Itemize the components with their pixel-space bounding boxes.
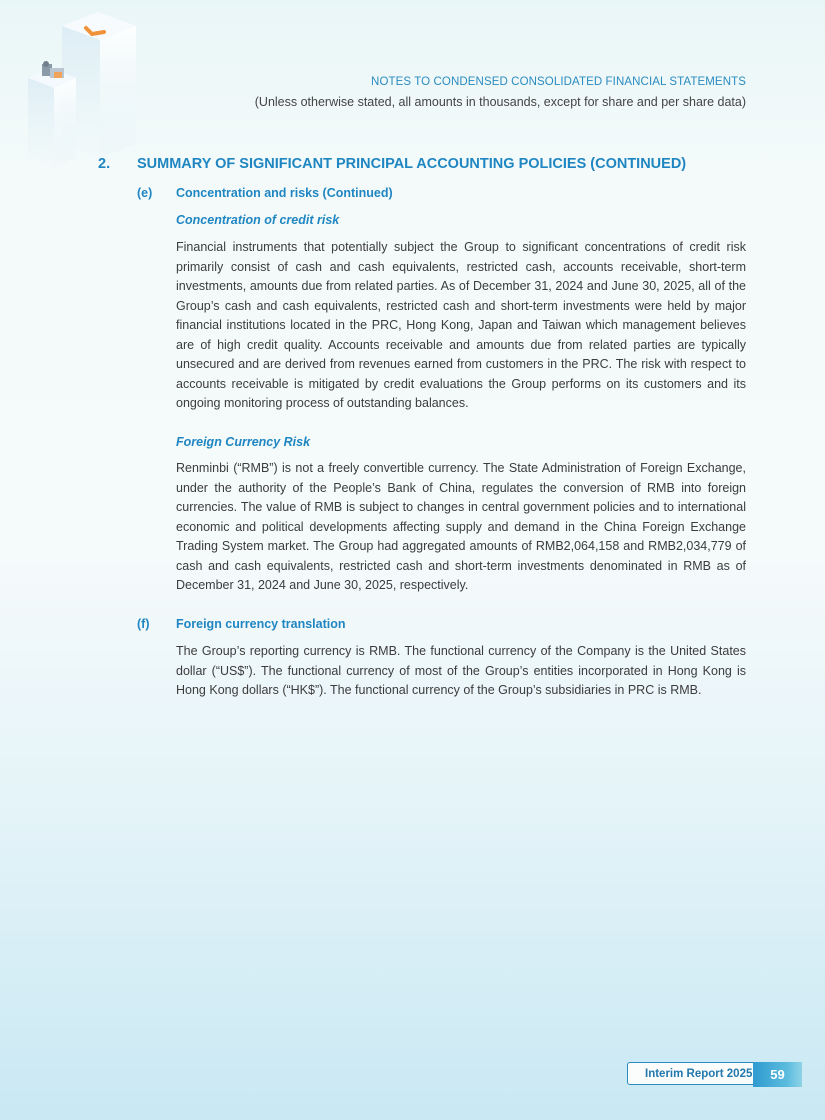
subsection-f-label: (f) xyxy=(137,617,150,631)
subsection-e-title: Concentration and risks (Continued) xyxy=(176,186,393,200)
decorative-cubes-illustration xyxy=(20,8,150,173)
credit-risk-heading: Concentration of credit risk xyxy=(176,213,340,227)
credit-risk-paragraph: Financial instruments that potentially subject the Group to significant concentrations of credit risk primarily consist of cash and cash equivalents, restricted cash, accounts receivable, short-term investments, amounts due from related parties. As of December 31, 2024 and June 30, 2025, all of the Group’s cash and cash equivalents, restricted cash and short-term investments were held by major financial institutions located in the PRC, Hong Kong, Japan and Taiwan which management believes are of high credit quality. Accounts receivable and amounts due from related parties are typically unsecured and are derived from revenues earned from customers in the PRC. The risk with respect to accounts receivable is mitigated by credit evaluations the Group performs on its customers and its ongoing monitoring process of outstanding balances. xyxy=(176,240,746,410)
currency-translation-paragraph: The Group’s reporting currency is RMB. The functional currency of the Company is the United States dollar (“US$”). The functional currency of most of the Group’s entities incorporated in Hong Kong is Hong Kong dollars (“HK$”). The functional currency of the Group’s subsidiaries in PRC is RMB. xyxy=(176,644,746,697)
page-footer xyxy=(627,1062,802,1087)
page-number: 59 xyxy=(753,1062,802,1087)
currency-risk-heading: Foreign Currency Risk xyxy=(176,435,311,449)
subsection-f-title: Foreign currency translation xyxy=(176,617,346,631)
header-title: NOTES TO CONDENSED CONSOLIDATED FINANCIAL STATEMENTS xyxy=(371,76,746,88)
running-header xyxy=(255,75,746,110)
footer-report-name: Interim Report 2025 xyxy=(645,1068,753,1080)
header-subtitle: (Unless otherwise stated, all amounts in thousands, except for share and per share data) xyxy=(254,95,746,109)
section-title: SUMMARY OF SIGNIFICANT PRINCIPAL ACCOUNTING POLICIES (CONTINUED) xyxy=(137,156,687,172)
section-number: 2. xyxy=(98,156,111,172)
currency-risk-paragraph: Renminbi (“RMB”) is not a freely convertible currency. The State Administration of Foreign Exchange, under the authority of the People’s Bank of China, regulates the conversion of RMB into foreign currencies. The value of RMB is subject to changes in central government policies and to international economic and political developments affecting supply and demand in the China Foreign Exchange Trading System market. The Group had aggregated amounts of RMB2,064,158 and RMB2,034,779 of cash and cash equivalents, restricted cash and short-term investments denominated in RMB as of December 31, 2024 and June 30, 2025, respectively. xyxy=(176,461,746,592)
subsection-e-label: (e) xyxy=(137,186,153,200)
footer-report-box xyxy=(627,1062,755,1085)
